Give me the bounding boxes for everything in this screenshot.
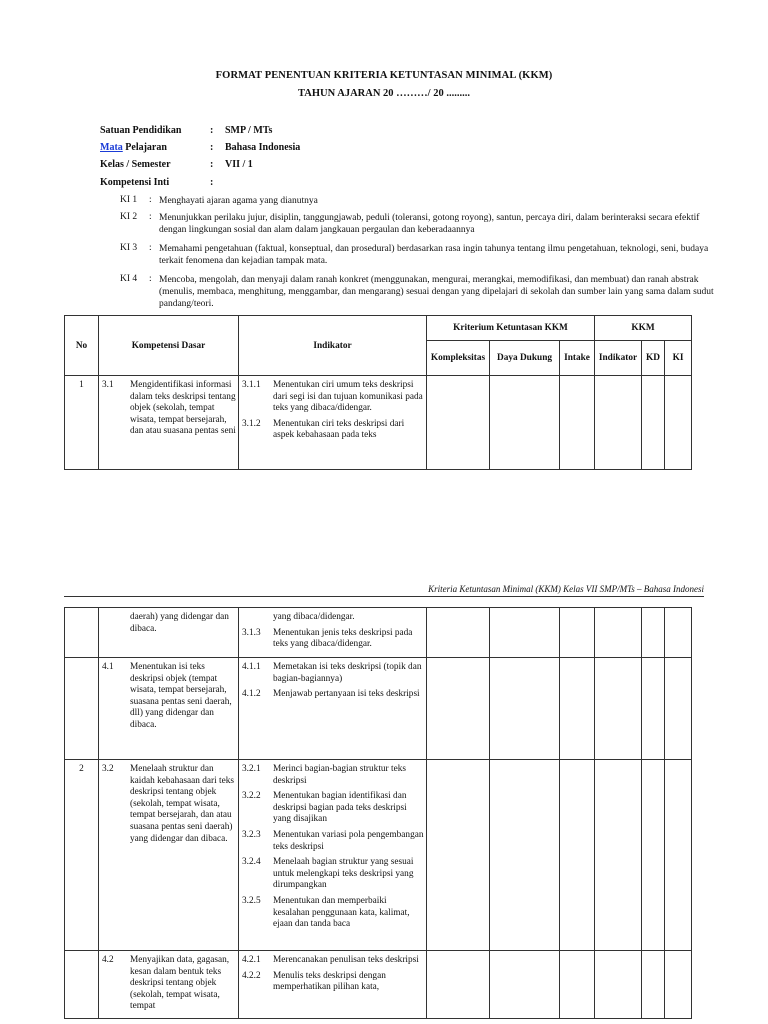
ind-text: Merencanakan penulisan teks deskripsi: [273, 955, 419, 965]
kd-text: Menentukan isi teks deskripsi objek (tempat wisata, tempat bersejarah, suasana pentas seni daerah, dll) yang didengar dan dibaca.: [130, 662, 232, 730]
ind-num: 3.1.2: [242, 418, 261, 429]
ki-colon: :: [149, 243, 152, 253]
row-no: [65, 658, 99, 760]
kd-text: daerah) yang didengar dan dibaca.: [130, 612, 229, 634]
kd-text: Menyajikan data, gagasan, kesan dalam bentuk teks deskripsi tentang objek (sekolah, tempat wisata, tempat: [130, 955, 230, 1012]
kd-num: 4.2: [102, 955, 114, 965]
header-indikator: Indikator: [239, 316, 427, 376]
meta-mapel-label: [100, 142, 167, 153]
ind-text: Memetakan isi teks deskripsi (topik dan bagian-bagiannya): [273, 662, 422, 684]
cell-kkm-kd[interactable]: [642, 376, 665, 470]
kd-cell: [99, 760, 239, 951]
ind-text: yang dibaca/didengar.: [273, 612, 355, 622]
footer-divider: [64, 596, 704, 597]
cell-kkm-ki[interactable]: [665, 608, 692, 658]
cell-intake[interactable]: [560, 658, 595, 760]
ind-num: 3.2.2: [242, 791, 261, 802]
cell-intake[interactable]: [560, 760, 595, 951]
ind-num: 4.2.2: [242, 970, 261, 981]
ind-num: 3.2.5: [242, 895, 261, 906]
header-daya-dukung: Daya Dukung: [490, 341, 560, 376]
meta-colon: :: [210, 125, 214, 136]
cell-kompleksitas[interactable]: [427, 658, 490, 760]
kkm-table-continued: [64, 607, 692, 1019]
ind-text: Menentukan bagian identifikasi dan deskripsi bagian pada teks deskripsi yang disajikan: [273, 791, 407, 825]
row-no: [65, 951, 99, 1019]
cell-kkm-indikator[interactable]: [595, 760, 642, 951]
ki-colon: :: [149, 195, 152, 205]
row-no: [65, 608, 99, 658]
meta-colon: :: [210, 159, 214, 170]
indikator-cell: [239, 760, 427, 951]
kkm-table: [64, 315, 692, 470]
ind-num: 3.1.1: [242, 380, 261, 390]
kd-text: Menelaah struktur dan kaidah kebahasaan dari teks deskripsi tentang objek (sekolah, tempat wisata, tempat bersejarah, dan atau suasana pentas seni daerah) yang didengar dan dibaca.: [130, 764, 235, 844]
ki-text: Memahami pengetahuan (faktual, konseptual, dan prosedural) berdasarkan rasa ingin tahunya tentang ilmu pengetahuan, teknologi, seni, budaya terkait fenomena dan kejadian tampak mata.: [159, 244, 709, 266]
ind-num: [242, 612, 273, 624]
ind-text: Menentukan jenis teks deskripsi pada teks yang dibaca/didengar.: [273, 627, 413, 650]
ki-text: Menghayati ajaran agama yang dianutnya: [159, 196, 318, 206]
ind-text: Menelaah bagian struktur yang sesuai untuk melengkapi teks deskripsi yang dirumpangkan: [273, 857, 414, 891]
table-row: [65, 658, 692, 760]
ind-text: Menjawab pertanyaan isi teks deskripsi: [273, 689, 420, 700]
cell-kkm-indikator[interactable]: [595, 608, 642, 658]
cell-kkm-indikator[interactable]: [595, 376, 642, 470]
cell-kkm-kd[interactable]: [642, 951, 665, 1019]
cell-intake[interactable]: [560, 951, 595, 1019]
cell-kkm-ki[interactable]: [665, 951, 692, 1019]
ki-colon: :: [149, 274, 152, 284]
ki-code: KI 2: [120, 212, 138, 222]
ind-num: 3.2.4: [242, 857, 261, 868]
cell-kkm-ki[interactable]: [665, 760, 692, 951]
academic-year: TAHUN AJARAN 20 ………/ 20 .........: [298, 88, 470, 99]
cell-daya-dukung[interactable]: [490, 658, 560, 760]
ind-num: 3.1.3: [242, 627, 261, 638]
kd-text: Mengidentifikasi informasi dalam teks deskripsi tentang objek (sekolah, tempat wisata, tempat bersejarah, dan atau suasana pentas seni: [130, 380, 236, 437]
cell-daya-dukung[interactable]: [490, 951, 560, 1019]
cell-kkm-ki[interactable]: [665, 376, 692, 470]
meta-mapel-label-rest: Pelajaran: [122, 142, 167, 153]
cell-kompleksitas[interactable]: [427, 376, 490, 470]
ind-text: Menentukan ciri umum teks deskripsi dari segi isi dan tujuan komunikasi pada teks yang dibaca/didengar.: [273, 380, 423, 414]
header-kkm-indikator: Indikator: [595, 341, 642, 376]
ki-code: KI 4: [120, 274, 138, 284]
row-no: 1: [65, 376, 99, 470]
header-kriterium: Kriterium Ketuntasan KKM: [427, 316, 595, 341]
meta-kompetensi-label: Kompetensi Inti: [100, 177, 170, 188]
row-no: 2: [65, 760, 99, 951]
table-row: [65, 608, 692, 658]
kd-cell: [99, 608, 239, 658]
cell-kkm-kd[interactable]: [642, 658, 665, 760]
kd-cell: [99, 376, 239, 470]
mata-link[interactable]: Mata: [100, 142, 123, 153]
ki-code: KI 1: [120, 195, 138, 205]
header-kd: Kompetensi Dasar: [99, 316, 239, 376]
meta-colon: :: [210, 142, 214, 153]
ki-code: KI 3: [120, 243, 138, 253]
indikator-cell: [239, 608, 427, 658]
cell-kkm-kd[interactable]: [642, 760, 665, 951]
page-footer: Kriteria Ketuntasan Minimal (KKM) Kelas VII SMP/MTs – Bahasa Indonesi: [428, 584, 704, 594]
header-intake: Intake: [560, 341, 595, 376]
meta-kelas-label: Kelas / Semester: [100, 159, 171, 170]
kd-num: 3.1: [102, 380, 114, 390]
cell-kompleksitas[interactable]: [427, 608, 490, 658]
meta-mapel-value: Bahasa Indonesia: [225, 142, 301, 153]
ind-num: 3.2.1: [242, 764, 261, 774]
ind-num: 4.1.1: [242, 662, 261, 672]
cell-kkm-ki[interactable]: [665, 658, 692, 760]
header-kompleksitas: Kompleksitas: [427, 341, 490, 376]
ind-text: Menentukan ciri teks deskripsi dari aspek kebahasaan pada teks: [273, 418, 405, 441]
ind-text: Merinci bagian-bagian struktur teks deskripsi: [273, 764, 406, 786]
meta-satuan-value: SMP / MTs: [225, 125, 273, 136]
ki-text: Menunjukkan perilaku jujur, disiplin, tanggungjawab, peduli (toleransi, gotong royong), santun, percaya diri, dalam berinteraksi secara efektif dengan lingkungan sosial dan alam dalam jangkauan pergaulan dan keberadaannya: [159, 213, 700, 235]
table-row: [65, 376, 692, 470]
indikator-cell: [239, 658, 427, 760]
ind-num: 4.2.1: [242, 955, 261, 965]
header-kkm-ki: KI: [665, 341, 692, 376]
ind-text: Menentukan variasi pola pengembangan teks deskripsi: [273, 829, 424, 852]
table-row: [65, 951, 692, 1019]
meta-satuan-label: Satuan Pendidikan: [100, 125, 182, 136]
header-no: No: [65, 316, 99, 376]
cell-kkm-kd[interactable]: [642, 608, 665, 658]
kd-num: [102, 612, 130, 635]
ind-text: Menulis teks deskripsi dengan memperhatikan pilihan kata,: [273, 970, 386, 993]
ind-text: Menentukan dan memperbaiki kesalahan penggunaan kata, kalimat, ejaan dan tanda baca: [273, 895, 410, 930]
kd-num: 4.1: [102, 662, 114, 672]
meta-colon: :: [210, 177, 214, 188]
document-title: FORMAT PENENTUAN KRITERIA KETUNTASAN MINIMAL (KKM): [215, 70, 553, 81]
indikator-cell: [239, 376, 427, 470]
kd-num: 3.2: [102, 764, 114, 774]
ind-num: 4.1.2: [242, 689, 261, 700]
cell-kkm-indikator[interactable]: [595, 951, 642, 1019]
cell-daya-dukung[interactable]: [490, 760, 560, 951]
header-kkm-kd: KD: [642, 341, 665, 376]
kd-cell: [99, 658, 239, 760]
ki-text: Mencoba, mengolah, dan menyaji dalam ranah konkret (menggunakan, mengurai, merangkai, memodifikasi, dan membuat) dan ranah abstrak (menulis, membaca, menghitung, menggambar, dan mengarang) sesuai dengan yang dipelajari di sekolah dan sumber lain yang sama dalam sudut pandang/teori.: [159, 275, 714, 309]
cell-intake[interactable]: [560, 376, 595, 470]
meta-kelas-value: VII / 1: [225, 159, 253, 170]
ki-colon: :: [149, 212, 152, 222]
cell-kompleksitas[interactable]: [427, 760, 490, 951]
kd-cell: [99, 951, 239, 1019]
cell-daya-dukung[interactable]: [490, 608, 560, 658]
cell-daya-dukung[interactable]: [490, 376, 560, 470]
cell-kkm-indikator[interactable]: [595, 658, 642, 760]
header-kkm: KKM: [595, 316, 692, 341]
table-row: [65, 760, 692, 951]
ind-num: 3.2.3: [242, 829, 261, 840]
cell-kompleksitas[interactable]: [427, 951, 490, 1019]
cell-intake[interactable]: [560, 608, 595, 658]
indikator-cell: [239, 951, 427, 1019]
